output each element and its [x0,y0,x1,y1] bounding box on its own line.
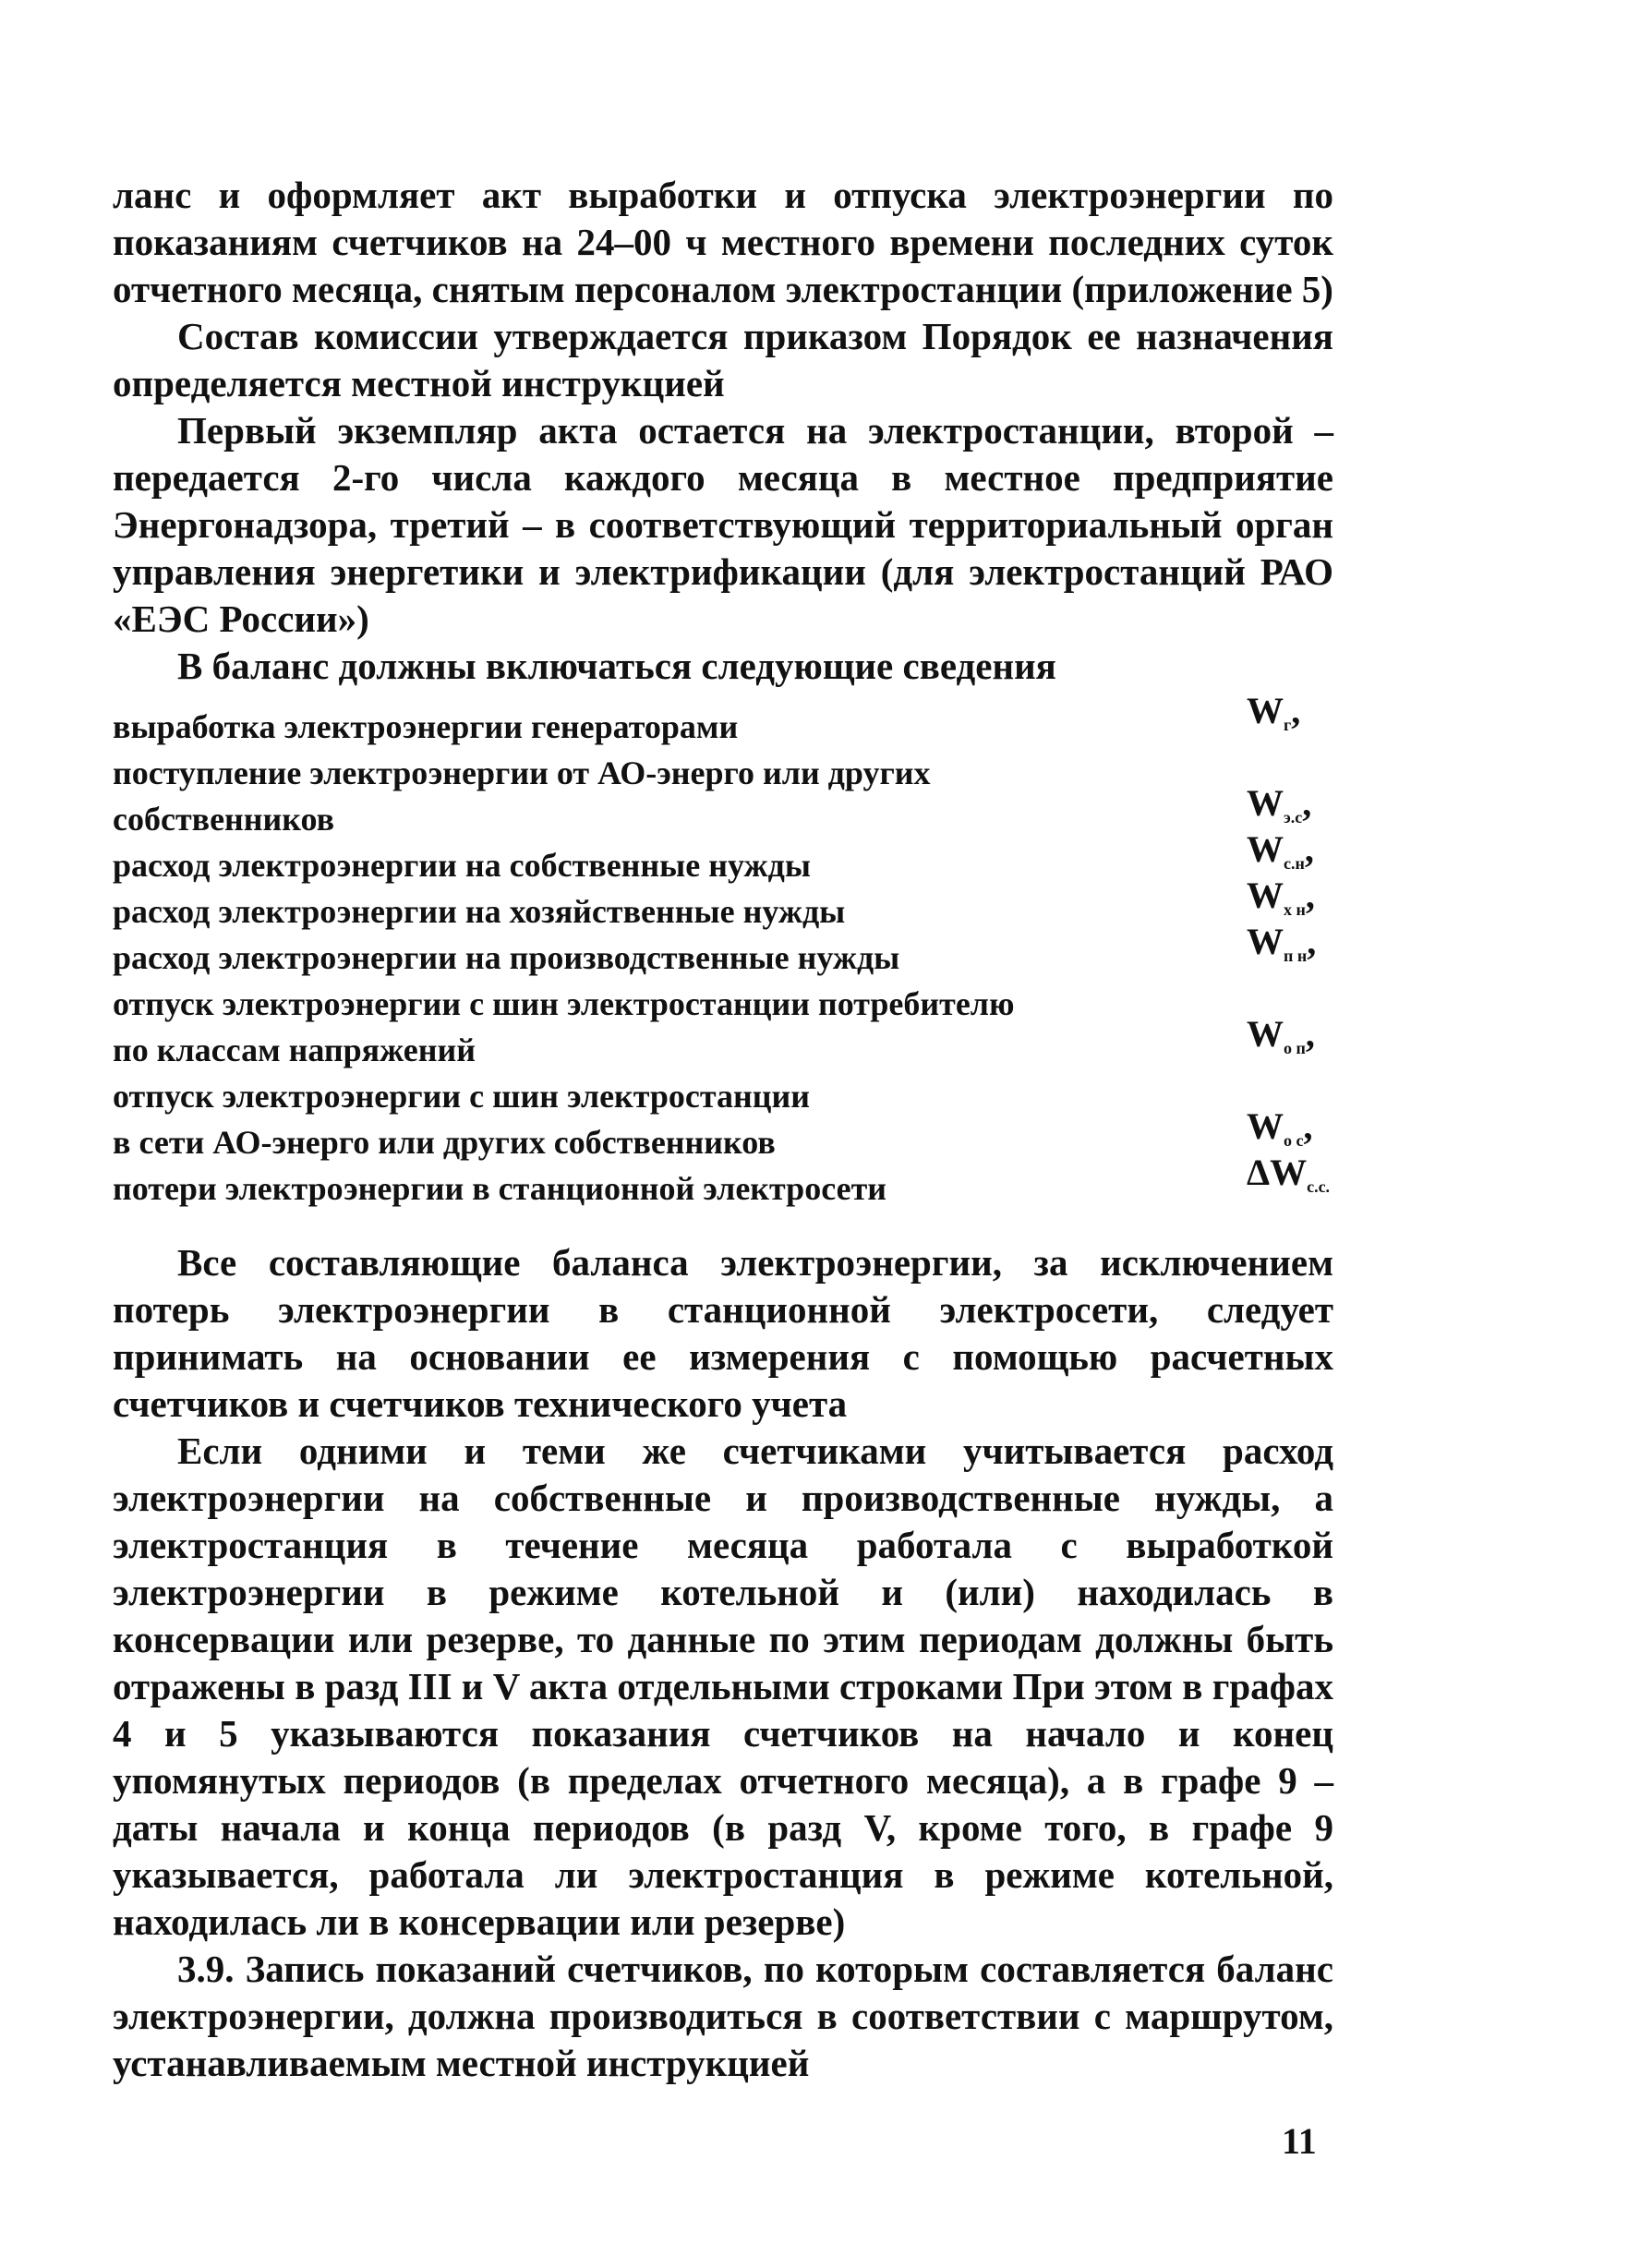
balance-item [113,981,1341,1073]
section-text: Запись показаний счетчиков, по которым составляется баланс электроэнергии, должна производиться в соответствии с маршрутом, устанавливаемым местной инструкцией [113,1948,1333,2084]
balance-item [113,921,1341,981]
balance-item-symbol: $\Delta W_{с.с.}$ [1247,1152,1331,1196]
balance-item [113,750,1341,842]
paragraph-commission: Состав комиссии утверждается приказом Порядок ее назначения определяется местной инструкцией [113,315,1333,404]
balance-item-label: поступление электроэнергии от АО-энерго или других [113,754,931,791]
balance-item [113,1073,1341,1165]
page-number: 11 [1282,2120,1317,2162]
balance-item [113,875,1341,935]
balance-item [113,828,1341,888]
balance-item-symbol: $W_{о с}$, [1247,1105,1313,1150]
paragraph-balance-intro: В баланс должны включаться следующие сведения [177,645,1056,687]
text-block-bottom [113,1239,1333,2087]
paragraph-same-meters: Если одними и теми же счетчиками учитывается расход электроэнергии на собственные и производственные нужды, а электростанция в течение месяца работала с выработкой электроэнергии в режиме котельной и (или) находилась в консервации или резерве, то данные по этим периодам должны быть отражены в разд III и V акта отдельными строками При этом в графах 4 и 5 указываются показания счетчиков на начало и конец упомянутых периодов (в пределах отчетного месяца), а в графе 9 – даты начала и конца периодов (в разд V, кроме того, в графе 9 указывается, работала ли электростанция в режиме котельной, находилась ли в консервации или резерве) [113,1430,1333,1943]
balance-item-symbol: $W_г$, [1247,690,1301,734]
balance-item-label: отпуск электроэнергии с шин электростанции потребителю [113,985,1015,1022]
balance-item-symbol: $W_{п н}$, [1247,921,1317,965]
balance-item-symbol: $W_{о п}$, [1247,1013,1315,1057]
balance-item [113,1152,1341,1212]
balance-item-label: выработка электроэнергии генераторами [113,708,739,745]
balance-item-label: в сети АО-энерго или других собственников [113,1124,776,1161]
balance-item-label: расход электроэнергии на собственные нужды [113,847,811,884]
balance-item-label: расход электроэнергии на хозяйственные нужды [113,893,846,930]
paragraph-balance-components: Все составляющие баланса электроэнергии, за исключением потерь электроэнергии в станционной электросети, следует принимать на основании ее измерения с помощью расчетных счетчиков и счетчиков технического учета [113,1241,1333,1425]
section-number: 3.9. [177,1948,235,1990]
balance-items-list [113,690,1341,1212]
text-block-top [113,172,1333,690]
paragraph-continuation: ланс и оформляет акт выработки и отпуска электроэнергии по показаниям счетчиков на 24–00 ч местного времени последних суток отчетного месяца, снятым персоналом электростанции (приложение 5) [113,174,1333,310]
balance-item-symbol: $W_{э.с}$, [1247,782,1312,826]
balance-item-symbol: $W_{с.н}$, [1247,828,1314,873]
balance-item-label: расход электроэнергии на производственные нужды [113,939,900,976]
balance-item [113,690,1341,750]
paragraph-3-9 [113,1946,1333,2087]
balance-item-label: отпуск электроэнергии с шин электростанции [113,1078,810,1115]
balance-item-symbol: $W_{х н}$, [1247,875,1315,919]
paragraph-act-copies: Первый экземпляр акта остается на электростанции, второй – передается 2-го числа каждого месяца в местное предприятие Энергонадзора, третий – в соответствующий территориальный орган управления энергетики и электрификации (для электростанций РАО «ЕЭС России») [113,409,1333,640]
balance-item-label: по классам напряжений [113,1031,476,1068]
balance-item-label: потери электроэнергии в станционной электросети [113,1170,887,1207]
balance-item-label: собственников [113,801,335,838]
